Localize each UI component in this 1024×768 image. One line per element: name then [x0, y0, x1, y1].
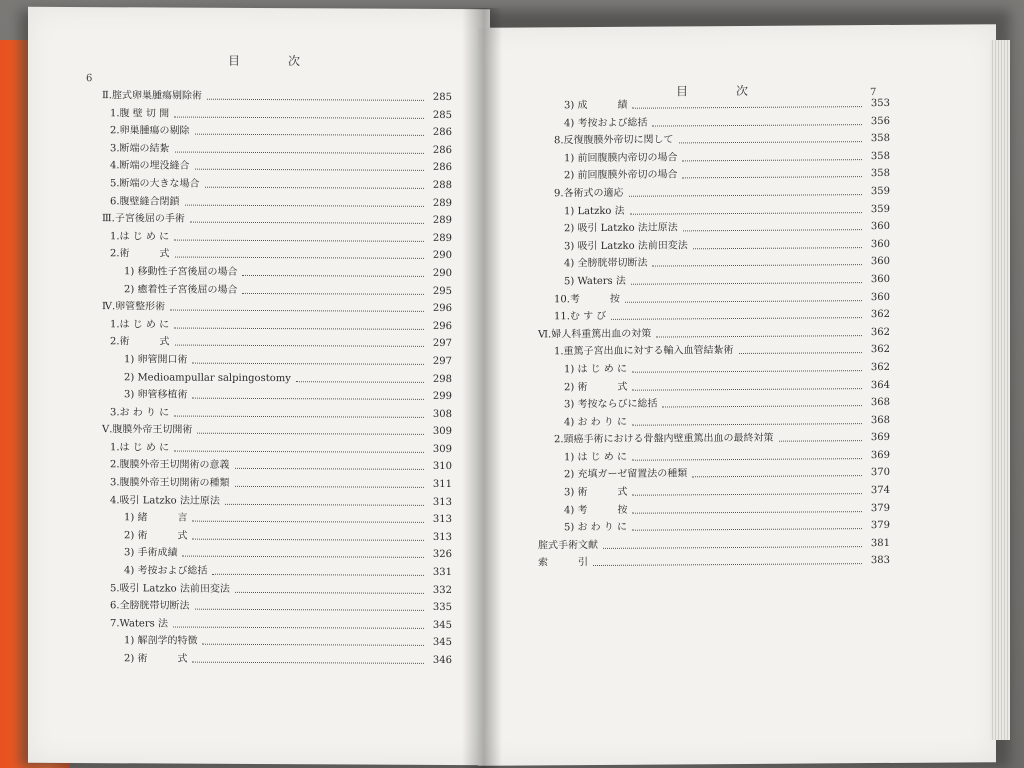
toc-entry-page: 356	[870, 115, 890, 127]
toc-leader-dots	[629, 194, 862, 197]
toc-leader-dots	[296, 381, 424, 383]
toc-entry-title: 1.腹 壁 切 開	[110, 107, 170, 120]
toc-list-left	[28, 87, 490, 670]
toc-entry-page: 313	[432, 514, 452, 526]
toc-entry-title: 1.は じ め に	[110, 318, 170, 331]
toc-entry-title: 1.は じ め に	[110, 442, 170, 454]
toc-leader-dots	[235, 468, 424, 470]
toc-leader-dots	[192, 521, 424, 523]
toc-entry-page: 332	[432, 584, 452, 596]
toc-leader-dots	[173, 626, 424, 628]
toc-entry-title: 5.吸引 Latzko 法前田変法	[110, 582, 230, 595]
toc-entry-title: 9.各術式の適応	[554, 187, 624, 200]
toc-leader-dots	[739, 352, 862, 354]
toc-leader-dots	[593, 564, 862, 567]
toc-leader-dots	[195, 134, 424, 136]
toc-entry-page: 362	[870, 344, 890, 356]
toc-leader-dots	[632, 106, 862, 109]
toc-entry-title: 1) 緒 言	[124, 512, 188, 524]
toc-entry-title: 3) 術 式	[564, 486, 628, 499]
toc-leader-dots	[625, 300, 862, 303]
toc-entry-title: 2) 術 式	[564, 381, 628, 393]
toc-leader-dots	[679, 141, 862, 143]
toc-leader-dots	[175, 257, 424, 259]
toc-list-right	[478, 94, 996, 573]
toc-leader-dots	[174, 327, 424, 329]
toc-leader-dots	[192, 662, 424, 664]
toc-entry-page: 359	[870, 185, 890, 198]
page-header-title: 目 次	[228, 53, 319, 69]
toc-leader-dots	[692, 476, 862, 478]
toc-entry-page: 311	[432, 478, 452, 491]
toc-entry-page: 309	[432, 426, 452, 438]
toc-entry-title: 2) 充填ガーゼ留置法の種類	[564, 468, 688, 481]
toc-entry-page: 290	[432, 250, 452, 262]
toc-entry-title: 3) 考按ならびに総括	[564, 398, 658, 411]
toc-entry-title: 2) 術 式	[124, 530, 188, 542]
page-number: 7	[870, 87, 877, 99]
toc-leader-dots	[242, 275, 424, 277]
page-number: 6	[86, 73, 93, 85]
book-gutter	[462, 8, 502, 768]
toc-entry-page: 286	[432, 127, 452, 139]
toc-entry-page: 296	[432, 320, 452, 332]
toc-entry-title: 1.重篤子宮出血に対する輸入血管結紮術	[554, 345, 734, 358]
toc-leader-dots	[174, 450, 424, 452]
toc-leader-dots	[632, 493, 862, 496]
toc-entry-title: 8.反復腹膜外帝切に関して	[554, 134, 674, 147]
toc-leader-dots	[170, 310, 424, 312]
toc-leader-dots	[205, 187, 424, 189]
toc-entry-page: 313	[432, 531, 452, 543]
toc-entry-page: 346	[432, 654, 452, 667]
toc-leader-dots	[190, 222, 424, 224]
toc-entry-page: 360	[870, 238, 890, 250]
toc-leader-dots	[632, 388, 862, 391]
toc-entry-title: 10.考 按	[554, 293, 620, 305]
toc-leader-dots	[682, 177, 862, 179]
toc-entry-page: 296	[432, 303, 452, 315]
toc-entry-page: 298	[432, 373, 452, 385]
toc-leader-dots	[192, 538, 424, 540]
toc-entry-page: 299	[432, 391, 452, 403]
toc-entry-title: 1) Latzko 法	[564, 205, 625, 217]
toc-leader-dots	[630, 212, 862, 215]
toc-leader-dots	[192, 363, 424, 365]
toc-leader-dots	[207, 99, 424, 101]
toc-entry-title: 腟式手術文献	[538, 539, 598, 552]
toc-leader-dots	[632, 511, 862, 514]
toc-entry-page: 358	[870, 133, 890, 145]
toc-entry-title: 3) 成 績	[564, 99, 628, 112]
toc-entry-title: 2) 吸引 Latzko 法辻原法	[564, 222, 678, 235]
toc-entry-page: 313	[432, 496, 452, 508]
toc-entry-title: 4) 考按および総括	[564, 117, 648, 129]
toc-entry-page: 331	[432, 566, 452, 579]
toc-leader-dots	[225, 503, 424, 505]
left-page	[28, 7, 490, 765]
toc-entry-page: 297	[432, 338, 452, 350]
toc-entry	[28, 650, 490, 670]
page-edges	[990, 40, 1010, 740]
toc-entry-page: 286	[432, 144, 452, 156]
toc-entry-page: 286	[432, 162, 452, 174]
toc-leader-dots	[174, 239, 424, 241]
toc-entry-title: Ⅲ.子宮後屈の手術	[102, 213, 185, 225]
toc-entry-title: Ⅱ.腟式卵巣腫瘍剔除術	[102, 90, 202, 102]
right-page	[478, 24, 996, 766]
toc-entry-title: 4) 考 按	[564, 504, 628, 516]
toc-leader-dots	[195, 609, 424, 611]
toc-entry-title: 4) 全膀胱帯切断法	[564, 257, 648, 270]
toc-entry-title: 11.む す び	[554, 311, 607, 323]
toc-leader-dots	[202, 644, 424, 646]
toc-entry-page: 368	[870, 397, 890, 409]
toc-entry-page: 289	[432, 215, 452, 227]
toc-leader-dots	[652, 264, 862, 266]
toc-entry-page: 379	[870, 520, 890, 532]
toc-leader-dots	[212, 574, 424, 576]
toc-leader-dots	[242, 292, 424, 294]
toc-entry-page: 353	[870, 97, 890, 110]
toc-entry-title: 6.腹壁縫合閉鎖	[110, 195, 180, 208]
toc-entry-title: 1) 移動性子宮後屈の場合	[124, 266, 238, 278]
toc-entry-page: 288	[432, 179, 452, 191]
toc-leader-dots	[632, 528, 862, 531]
toc-entry-title: 1.は じ め に	[110, 230, 170, 243]
toc-leader-dots	[174, 116, 424, 118]
toc-entry-title: 2) 前回腹膜外帝切の場合	[564, 169, 678, 182]
toc-entry-page: 381	[870, 537, 890, 549]
toc-leader-dots	[175, 151, 424, 153]
toc-entry-page: 290	[432, 267, 452, 279]
toc-leader-dots	[192, 398, 424, 400]
toc-entry-page: 310	[432, 461, 452, 473]
toc-entry-page: 359	[870, 203, 890, 215]
toc-entry-page: 368	[870, 414, 890, 426]
toc-leader-dots	[693, 247, 862, 249]
toc-leader-dots	[175, 345, 424, 347]
toc-entry-page: 297	[432, 355, 452, 367]
toc-leader-dots	[662, 405, 862, 407]
toc-entry-title: 5) お わ り に	[564, 522, 627, 534]
toc-entry-page: 360	[870, 221, 890, 233]
toc-entry-page: 335	[432, 602, 452, 614]
toc-entry-title: 1) 前回腹膜内帝切の場合	[564, 152, 678, 164]
page-header-title: 目 次	[676, 83, 767, 99]
toc-entry-title: 1) 解剖学的特徴	[124, 635, 198, 648]
toc-entry-page: 358	[870, 168, 890, 180]
toc-entry-title: 2.卵巣腫瘍の剔除	[110, 125, 190, 137]
toc-leader-dots	[632, 423, 862, 426]
toc-entry-page: 289	[432, 232, 452, 244]
toc-entry-page: 360	[870, 256, 890, 268]
toc-entry-page: 360	[870, 273, 890, 286]
toc-entry-title: 1) は じ め に	[564, 363, 627, 376]
toc-entry-title: 3.お わ り に	[110, 406, 170, 419]
toc-entry-title: 4.吸引 Latzko 法辻原法	[110, 494, 220, 507]
toc-entry-title: 2) 癒着性子宮後屈の場合	[124, 283, 238, 296]
toc-entry-title: 3.腹膜外帝王切開術の種類	[110, 477, 230, 489]
toc-entry-page: 374	[870, 484, 890, 497]
toc-entry-page: 360	[870, 291, 890, 303]
toc-entry-title: 1) 卵管開口術	[124, 354, 188, 366]
toc-entry-page: 383	[870, 555, 890, 567]
toc-entry-page: 295	[432, 285, 452, 297]
toc-leader-dots	[779, 440, 862, 442]
toc-entry-title: 2.腹膜外帝王切開術の意義	[110, 459, 230, 472]
toc-entry	[478, 552, 996, 573]
toc-leader-dots	[235, 486, 424, 488]
toc-entry-page: 285	[432, 91, 452, 104]
toc-entry-page: 285	[432, 109, 452, 121]
toc-entry-page: 370	[870, 467, 890, 479]
toc-entry-page: 326	[432, 549, 452, 561]
toc-entry-page: 345	[432, 637, 452, 649]
toc-entry-title: 2) Medioampullar salpingostomy	[124, 371, 291, 384]
toc-leader-dots	[197, 433, 424, 435]
toc-entry-title: 3) 卵管移植術	[124, 389, 188, 401]
toc-entry-title: 6.全膀胱帯切断法	[110, 600, 190, 612]
toc-entry-page: 379	[870, 502, 890, 514]
toc-leader-dots	[174, 415, 424, 417]
toc-entry-page: 289	[432, 197, 452, 209]
toc-entry-title: 7.Waters 法	[110, 618, 168, 630]
toc-entry-title: Ⅳ.卵管整形術	[102, 301, 166, 313]
toc-entry-title: 5) Waters 法	[564, 275, 626, 288]
toc-leader-dots	[603, 546, 862, 549]
toc-leader-dots	[683, 229, 862, 231]
toc-leader-dots	[182, 556, 424, 558]
toc-entry-title: 2.頸癌手術における骨盤内壁重篤出血の最終対策	[554, 433, 774, 446]
toc-entry-title: 3.断端の結紮	[110, 143, 170, 155]
toc-entry-page: 364	[870, 379, 890, 391]
toc-leader-dots	[631, 282, 862, 285]
toc-leader-dots	[632, 458, 862, 461]
toc-entry-title: 4) お わ り に	[564, 416, 627, 428]
toc-entry-page: 369	[870, 449, 890, 461]
toc-entry-title: 5.断端の大きな場合	[110, 178, 200, 190]
toc-entry-title: 索 引	[538, 557, 588, 569]
toc-leader-dots	[656, 335, 862, 337]
toc-entry-title: 2.術 式	[110, 248, 170, 260]
toc-entry-title: 2.術 式	[110, 336, 170, 348]
toc-entry-title: Ⅵ.婦人科重篤出血の対策	[538, 328, 652, 341]
toc-leader-dots	[652, 124, 862, 126]
toc-entry-page: 308	[432, 408, 452, 420]
toc-entry-page: 362	[870, 309, 890, 321]
toc-entry-title: 4) 考按および総括	[124, 565, 208, 577]
toc-entry-page: 345	[432, 619, 452, 631]
toc-entry-page: 358	[870, 150, 890, 162]
toc-leader-dots	[235, 591, 424, 593]
toc-entry-page: 309	[432, 443, 452, 455]
toc-leader-dots	[632, 370, 862, 373]
toc-leader-dots	[611, 317, 862, 320]
toc-leader-dots	[185, 204, 424, 206]
toc-entry-page: 362	[870, 326, 890, 338]
toc-entry-page: 362	[870, 361, 890, 373]
toc-entry-title: 1) は じ め に	[564, 451, 627, 464]
toc-entry-page: 369	[870, 432, 890, 444]
toc-entry-title: Ⅴ.腹膜外帝王切開術	[102, 424, 193, 436]
toc-entry-title: 4.断端の埋没縫合	[110, 160, 190, 173]
toc-entry-title: 2) 術 式	[124, 653, 188, 665]
toc-entry-title: 3) 吸引 Latzko 法前田変法	[564, 240, 688, 252]
toc-entry-title: 3) 手術成績	[124, 547, 178, 560]
toc-leader-dots	[682, 159, 862, 161]
toc-leader-dots	[195, 169, 424, 171]
